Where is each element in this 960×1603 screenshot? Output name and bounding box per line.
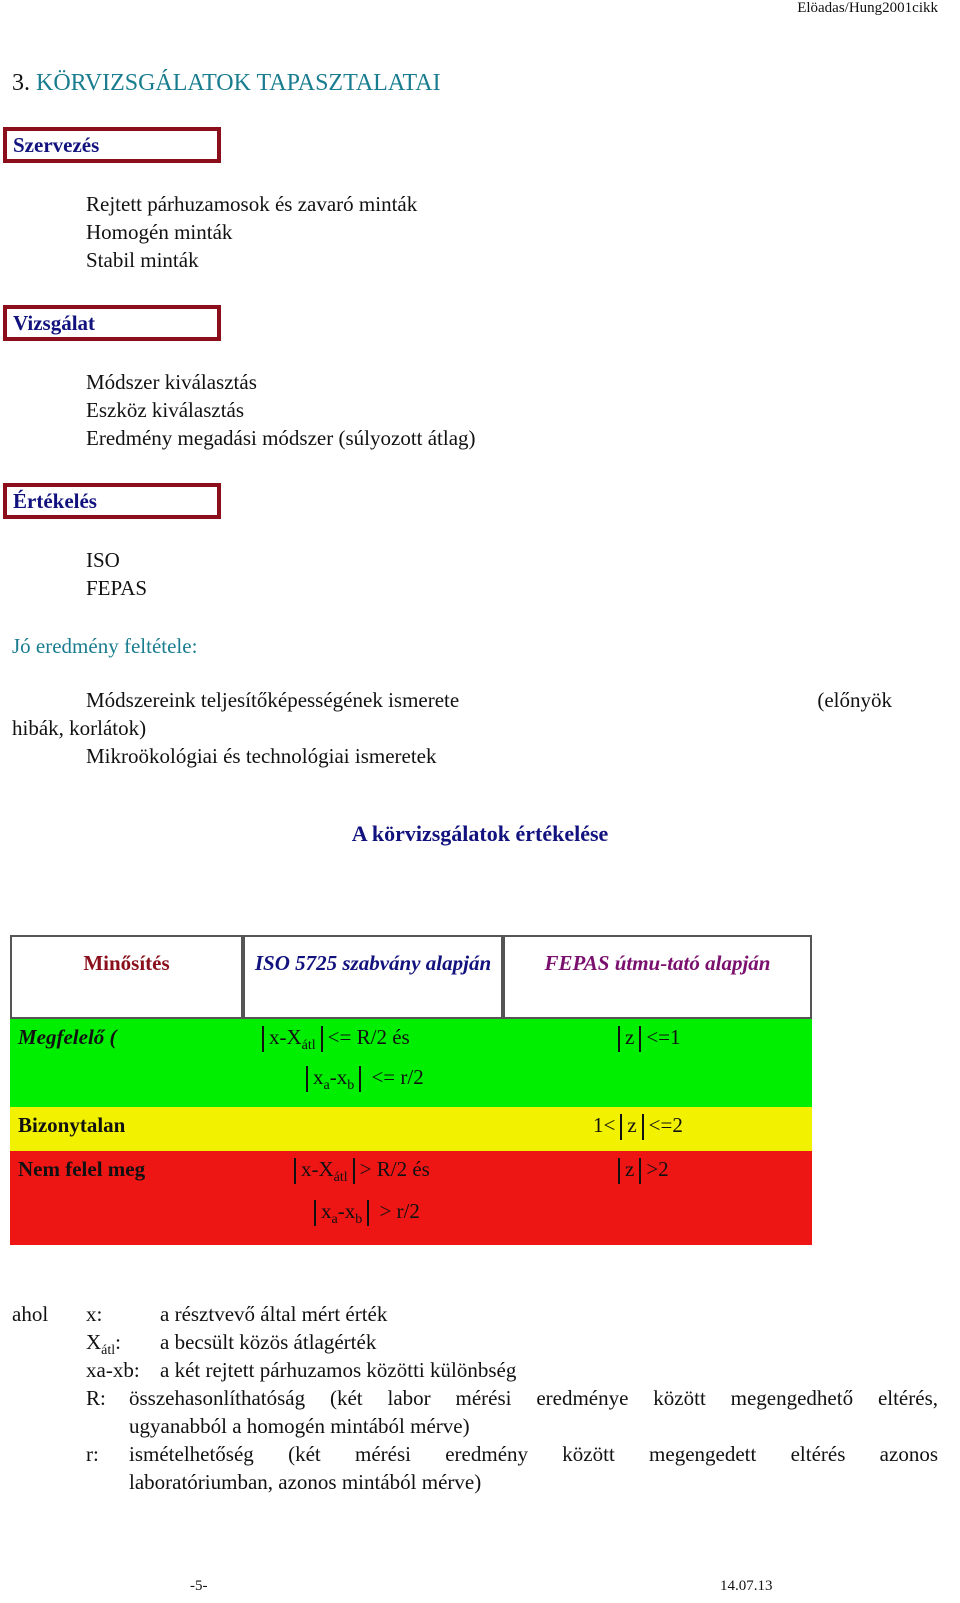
- evaluation-table: [10, 935, 812, 1245]
- legend-key-R: R:: [86, 1386, 106, 1410]
- table-cell-fepas-megfelelo: [503, 1019, 812, 1107]
- footer-date: 14.07.13: [720, 1578, 773, 1594]
- table-row-label-bizonytalan: Bizonytalan: [10, 1107, 243, 1151]
- box-vizsgalat: Vizsgálat: [3, 305, 221, 341]
- evaluation-title: A körvizsgálatok értékelése: [351, 821, 609, 846]
- condition-line-1: Módszereink teljesítőképességének ismerete: [86, 688, 460, 712]
- condition-line-2: hibák, korlátok): [12, 716, 147, 740]
- condition-line-3: Mikroökológiai és technológiai ismeretek: [86, 744, 437, 768]
- legend-val-x: a résztvevő által mért érték: [160, 1302, 388, 1326]
- formula-line: $x-X_{átl} <= R/2$ és: [257, 1025, 410, 1054]
- formula-line: $x_a-x_b > r/2$: [309, 1199, 420, 1228]
- page-number: -5-: [190, 1578, 208, 1594]
- list-item: FEPAS: [86, 576, 148, 600]
- table-cell-iso-bizonytalan: [243, 1107, 503, 1151]
- formula-line: $x_a-x_b <= r/2$: [301, 1065, 424, 1094]
- legend-intro: ahol: [12, 1302, 49, 1326]
- formula-line: 1< z <=2: [593, 1113, 683, 1140]
- list-item: Homogén minták: [86, 220, 233, 244]
- legend-key-xa: xa-xb:: [86, 1358, 140, 1382]
- box-ertekeles: Értékelés: [3, 483, 221, 519]
- list-item: Eredmény megadási módszer (súlyozott átlag): [86, 426, 476, 450]
- legend-key-x: x:: [86, 1302, 103, 1326]
- formula-line: z >2: [613, 1157, 669, 1184]
- condition-title: Jó eredmény feltétele:: [12, 634, 198, 658]
- table-row-label-megfelelo: Megfelelő (: [10, 1019, 243, 1107]
- formula-line: z <=1: [613, 1025, 681, 1052]
- table-cell-iso-nem-felel-meg: [243, 1151, 503, 1245]
- table-header-minosites: Minősítés: [10, 935, 243, 1019]
- legend-val-R-2: ugyanabból a homogén mintából mérve): [129, 1414, 470, 1438]
- legend-val-R-1: összehasonlíthatóság (két labor mérési eredménye között megengedhető eltérés,: [129, 1386, 938, 1410]
- table-cell-iso-megfelelo: [243, 1019, 503, 1107]
- legend-key-r: r:: [86, 1442, 99, 1466]
- section-number: 3.: [12, 70, 30, 96]
- condition-line-1-right: (előnyök: [817, 688, 892, 712]
- list-item: Rejtett párhuzamosok és zavaró minták: [86, 192, 418, 216]
- section-title: [12, 70, 441, 97]
- legend-val-xatl: a becsült közös átlagérték: [160, 1330, 377, 1354]
- legend-val-r-1: ismételhetőség (két mérési eredmény között megengedett eltérés azonos: [129, 1442, 938, 1466]
- formula-line: $x-X_{átl} > R/2$ és: [289, 1157, 430, 1186]
- section-heading: KÖRVIZSGÁLATOK TAPASZTALATAI: [36, 70, 441, 96]
- table-row-label-nem-felel-meg: Nem felel meg: [10, 1151, 243, 1245]
- list-item: Eszköz kiválasztás: [86, 398, 245, 422]
- legend-key-xatl: $X_{átl}$:: [86, 1330, 122, 1359]
- legend-val-xa: a két rejtett párhuzamos közötti különbség: [160, 1358, 517, 1382]
- table-header-iso: ISO 5725 szabvány alapján: [243, 935, 503, 1019]
- legend-val-r-2: laboratóriumban, azonos mintából mérve): [129, 1470, 482, 1494]
- header-reference: Elöadas/Hung2001cikk: [797, 0, 938, 16]
- table-cell-fepas-nem-felel-meg: [503, 1151, 812, 1245]
- box-szervezes: Szervezés: [3, 127, 221, 163]
- list-item: Módszer kiválasztás: [86, 370, 257, 394]
- list-item: Stabil minták: [86, 248, 199, 272]
- table-header-fepas: FEPAS útmu-tató alapján: [503, 935, 812, 1019]
- list-item: ISO: [86, 548, 120, 572]
- table-cell-fepas-bizonytalan: [503, 1107, 812, 1151]
